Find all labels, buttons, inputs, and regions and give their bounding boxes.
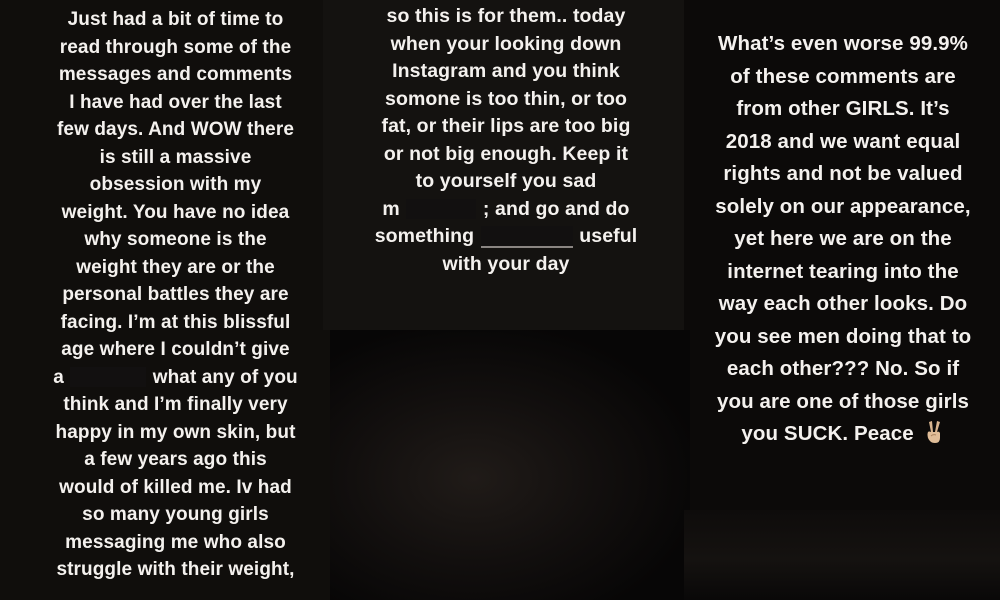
story-line: happy in my own skin, but	[55, 421, 296, 443]
victory-hand-icon	[923, 420, 945, 444]
story-word: ; and go and do	[482, 197, 630, 220]
story-line: Instagram and you think	[392, 60, 620, 82]
story-line: of these comments are	[730, 64, 956, 88]
story-line-redacted	[340, 196, 672, 224]
story-line: when your looking down	[390, 32, 622, 55]
story-line: facing. I’m at this blissful	[60, 311, 291, 333]
blurred-background-strip	[684, 510, 1000, 600]
story-line: why someone is the	[84, 229, 267, 250]
story-word: a	[53, 366, 64, 388]
story-word: you SUCK. Peace	[741, 422, 914, 445]
story-line: I have had over the last	[69, 91, 282, 113]
story-line: fat, or their lips are too big	[381, 115, 631, 137]
blurred-background-area	[330, 330, 690, 600]
story-line: think and I’m finally very	[63, 394, 288, 415]
redaction-bar	[70, 367, 146, 387]
story-line: a few years ago this	[84, 449, 267, 470]
story-word: useful	[579, 225, 638, 247]
story-line: Just had a bit of time to	[67, 9, 284, 30]
story-line: messaging me who also	[65, 531, 286, 553]
story-line: so this is for them.. today	[386, 5, 626, 27]
story-line: 2018 and we want equal	[725, 129, 961, 153]
story-word: something	[374, 225, 475, 247]
story-line: somone is too thin, or too	[385, 87, 627, 110]
story-line: to yourself you sad	[415, 170, 597, 192]
story-line: way each other looks. Do	[718, 292, 968, 315]
story-line: with your day	[442, 252, 570, 275]
story-line: struggle with their weight,	[56, 559, 295, 580]
left-story-text	[18, 6, 333, 584]
story-line: obsession with my	[89, 174, 262, 195]
story-line: weight they are or the	[76, 256, 275, 278]
story-line: from other GIRLS. It’s	[736, 97, 950, 120]
story-line: is still a massive	[99, 146, 252, 168]
story-line: weight. You have no idea	[61, 201, 290, 223]
story-line: What’s even worse 99.9%	[718, 32, 968, 55]
story-line: internet tearing into the	[727, 259, 959, 283]
story-word: what any of you	[152, 366, 298, 388]
story-line: few days. And WOW there	[56, 119, 294, 140]
story-line: personal battles they are	[62, 284, 289, 305]
story-line: or not big enough. Keep it	[383, 142, 629, 165]
story-line: age where I couldn’t give	[61, 339, 290, 360]
story-line: you see men doing that to	[714, 324, 972, 348]
story-line: read through some of the	[59, 36, 292, 58]
story-word: m	[382, 197, 400, 220]
story-line: yet here we are on the	[734, 227, 952, 250]
right-story-text	[686, 28, 1000, 451]
story-line-redacted	[18, 364, 333, 392]
story-line: rights and not be valued	[723, 162, 963, 185]
story-line: would of killed me. Iv had	[59, 476, 292, 498]
story-line: you are one of those girls	[716, 389, 970, 413]
redaction-bar	[406, 199, 476, 219]
story-line: messages and comments	[58, 64, 293, 85]
story-line: so many young girls	[82, 504, 269, 525]
story-line: each other??? No. So if	[726, 357, 960, 380]
redaction-bar	[481, 226, 573, 248]
story-line: solely on our appearance,	[715, 194, 971, 218]
middle-story-text	[340, 3, 672, 278]
story-line-redacted	[340, 223, 672, 251]
story-line-with-emoji	[686, 418, 1000, 451]
